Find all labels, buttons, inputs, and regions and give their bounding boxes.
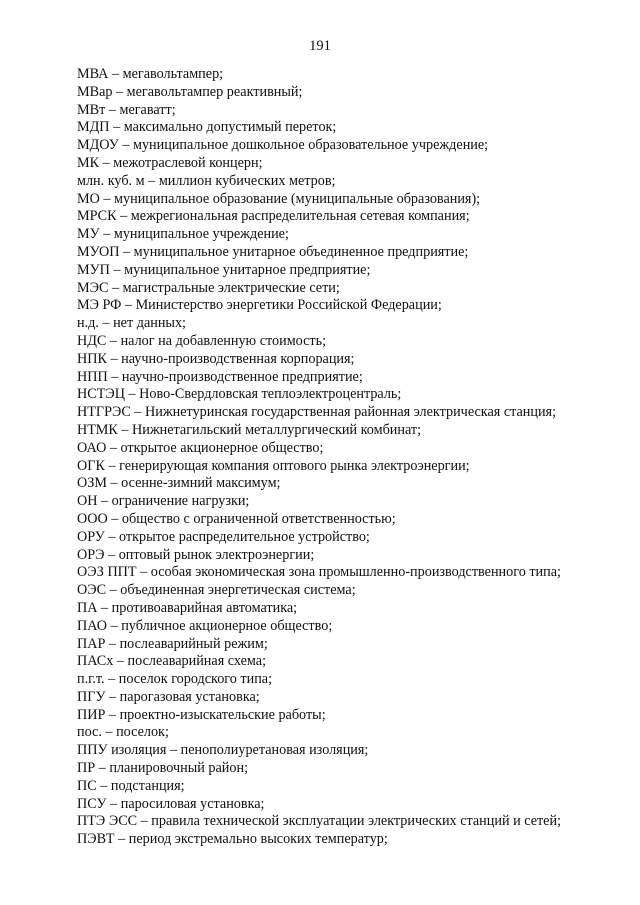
abbreviation-entry: НСТЭЦ – Ново-Свердловская теплоэлектроцентраль; — [77, 386, 402, 403]
abbreviation-entry: ПАР – послеаварийный режим; — [77, 635, 268, 652]
abbreviation-entry: ОГК – генерирующая компания оптового рынка электроэнергии; — [77, 457, 470, 474]
abbreviation-entry: ПС – подстанция; — [77, 777, 185, 794]
abbreviation-entry: НПК – научно-производственная корпорация; — [77, 350, 355, 367]
abbreviation-entry: пос. – поселок; — [77, 724, 169, 741]
abbreviation-entry: МУОП – муниципальное унитарное объединенное предприятие; — [77, 243, 469, 260]
abbreviation-entry: ПАСх – послеаварийная схема; — [77, 653, 267, 670]
abbreviation-entry: ППУ изоляция – пенополиуретановая изоляция; — [77, 742, 369, 759]
abbreviation-entry: ОЗМ – осенне-зимний максимум; — [77, 475, 281, 492]
abbreviation-entry: МК – межотраслевой концерн; — [77, 154, 263, 171]
abbreviation-entry: ПЭВТ – период экстремально высоких температур; — [77, 831, 388, 848]
abbreviation-entry: МО – муниципальное образование (муниципальные образования); — [77, 190, 481, 207]
abbreviation-entry: НПП – научно-производственное предприятие; — [77, 368, 363, 385]
abbreviation-entry: НТГРЭС – Нижнетуринская государственная районная электрическая станция; — [77, 404, 557, 421]
abbreviation-entry: НДС – налог на добавленную стоимость; — [77, 332, 327, 349]
abbreviation-entry: МДОУ – муниципальное дошкольное образовательное учреждение; — [77, 137, 489, 154]
abbreviation-entry: ОН – ограничение нагрузки; — [77, 493, 250, 510]
abbreviation-entry: ОРУ – открытое распределительное устройство; — [77, 528, 370, 545]
abbreviation-entry: ПА – противоаварийная автоматика; — [77, 599, 298, 616]
abbreviation-entry: ПТЭ ЭСС – правила технической эксплуатации электрических станций и сетей; — [77, 813, 562, 830]
page-number: 191 — [309, 38, 331, 54]
abbreviation-entry: ПИР – проектно-изыскательские работы; — [77, 706, 326, 723]
abbreviation-entry: н.д. – нет данных; — [77, 315, 186, 332]
abbreviation-list — [77, 66, 633, 849]
abbreviation-entry: МУ – муниципальное учреждение; — [77, 226, 289, 243]
abbreviation-entry: ПР – планировочный район; — [77, 760, 249, 777]
abbreviation-entry: МВт – мегаватт; — [77, 101, 176, 118]
abbreviation-entry: МВар – мегавольтампер реактивный; — [77, 83, 303, 100]
abbreviation-entry: ООО – общество с ограниченной ответственностью; — [77, 510, 396, 527]
abbreviation-entry: ПАО – публичное акционерное общество; — [77, 617, 333, 634]
abbreviation-entry: млн. куб. м – миллион кубических метров; — [77, 172, 336, 189]
abbreviation-entry: МДП – максимально допустимый переток; — [77, 119, 337, 136]
abbreviation-entry: НТМК – Нижнетагильский металлургический комбинат; — [77, 421, 422, 438]
abbreviation-entry: ОАО – открытое акционерное общество; — [77, 439, 324, 456]
abbreviation-entry: ОЭЗ ППТ – особая экономическая зона промышленно-производственного типа; — [77, 564, 561, 581]
abbreviation-entry: п.г.т. – поселок городского типа; — [77, 671, 273, 688]
abbreviation-entry: ОРЭ – оптовый рынок электроэнергии; — [77, 546, 315, 563]
abbreviation-entry: ПГУ – парогазовая установка; — [77, 688, 260, 705]
abbreviation-entry: МУП – муниципальное унитарное предприятие; — [77, 261, 371, 278]
abbreviation-entry: МЭ РФ – Министерство энергетики Российской Федерации; — [77, 297, 442, 314]
abbreviation-entry: ПСУ – паросиловая установка; — [77, 795, 265, 812]
abbreviation-entry: МЭС – магистральные электрические сети; — [77, 279, 340, 296]
abbreviation-entry: МВА – мегавольтампер; — [77, 66, 224, 82]
abbreviation-entry: ОЭС – объединенная энергетическая система; — [77, 582, 356, 599]
abbreviation-entry: МРСК – межрегиональная распределительная сетевая компания; — [77, 208, 470, 225]
